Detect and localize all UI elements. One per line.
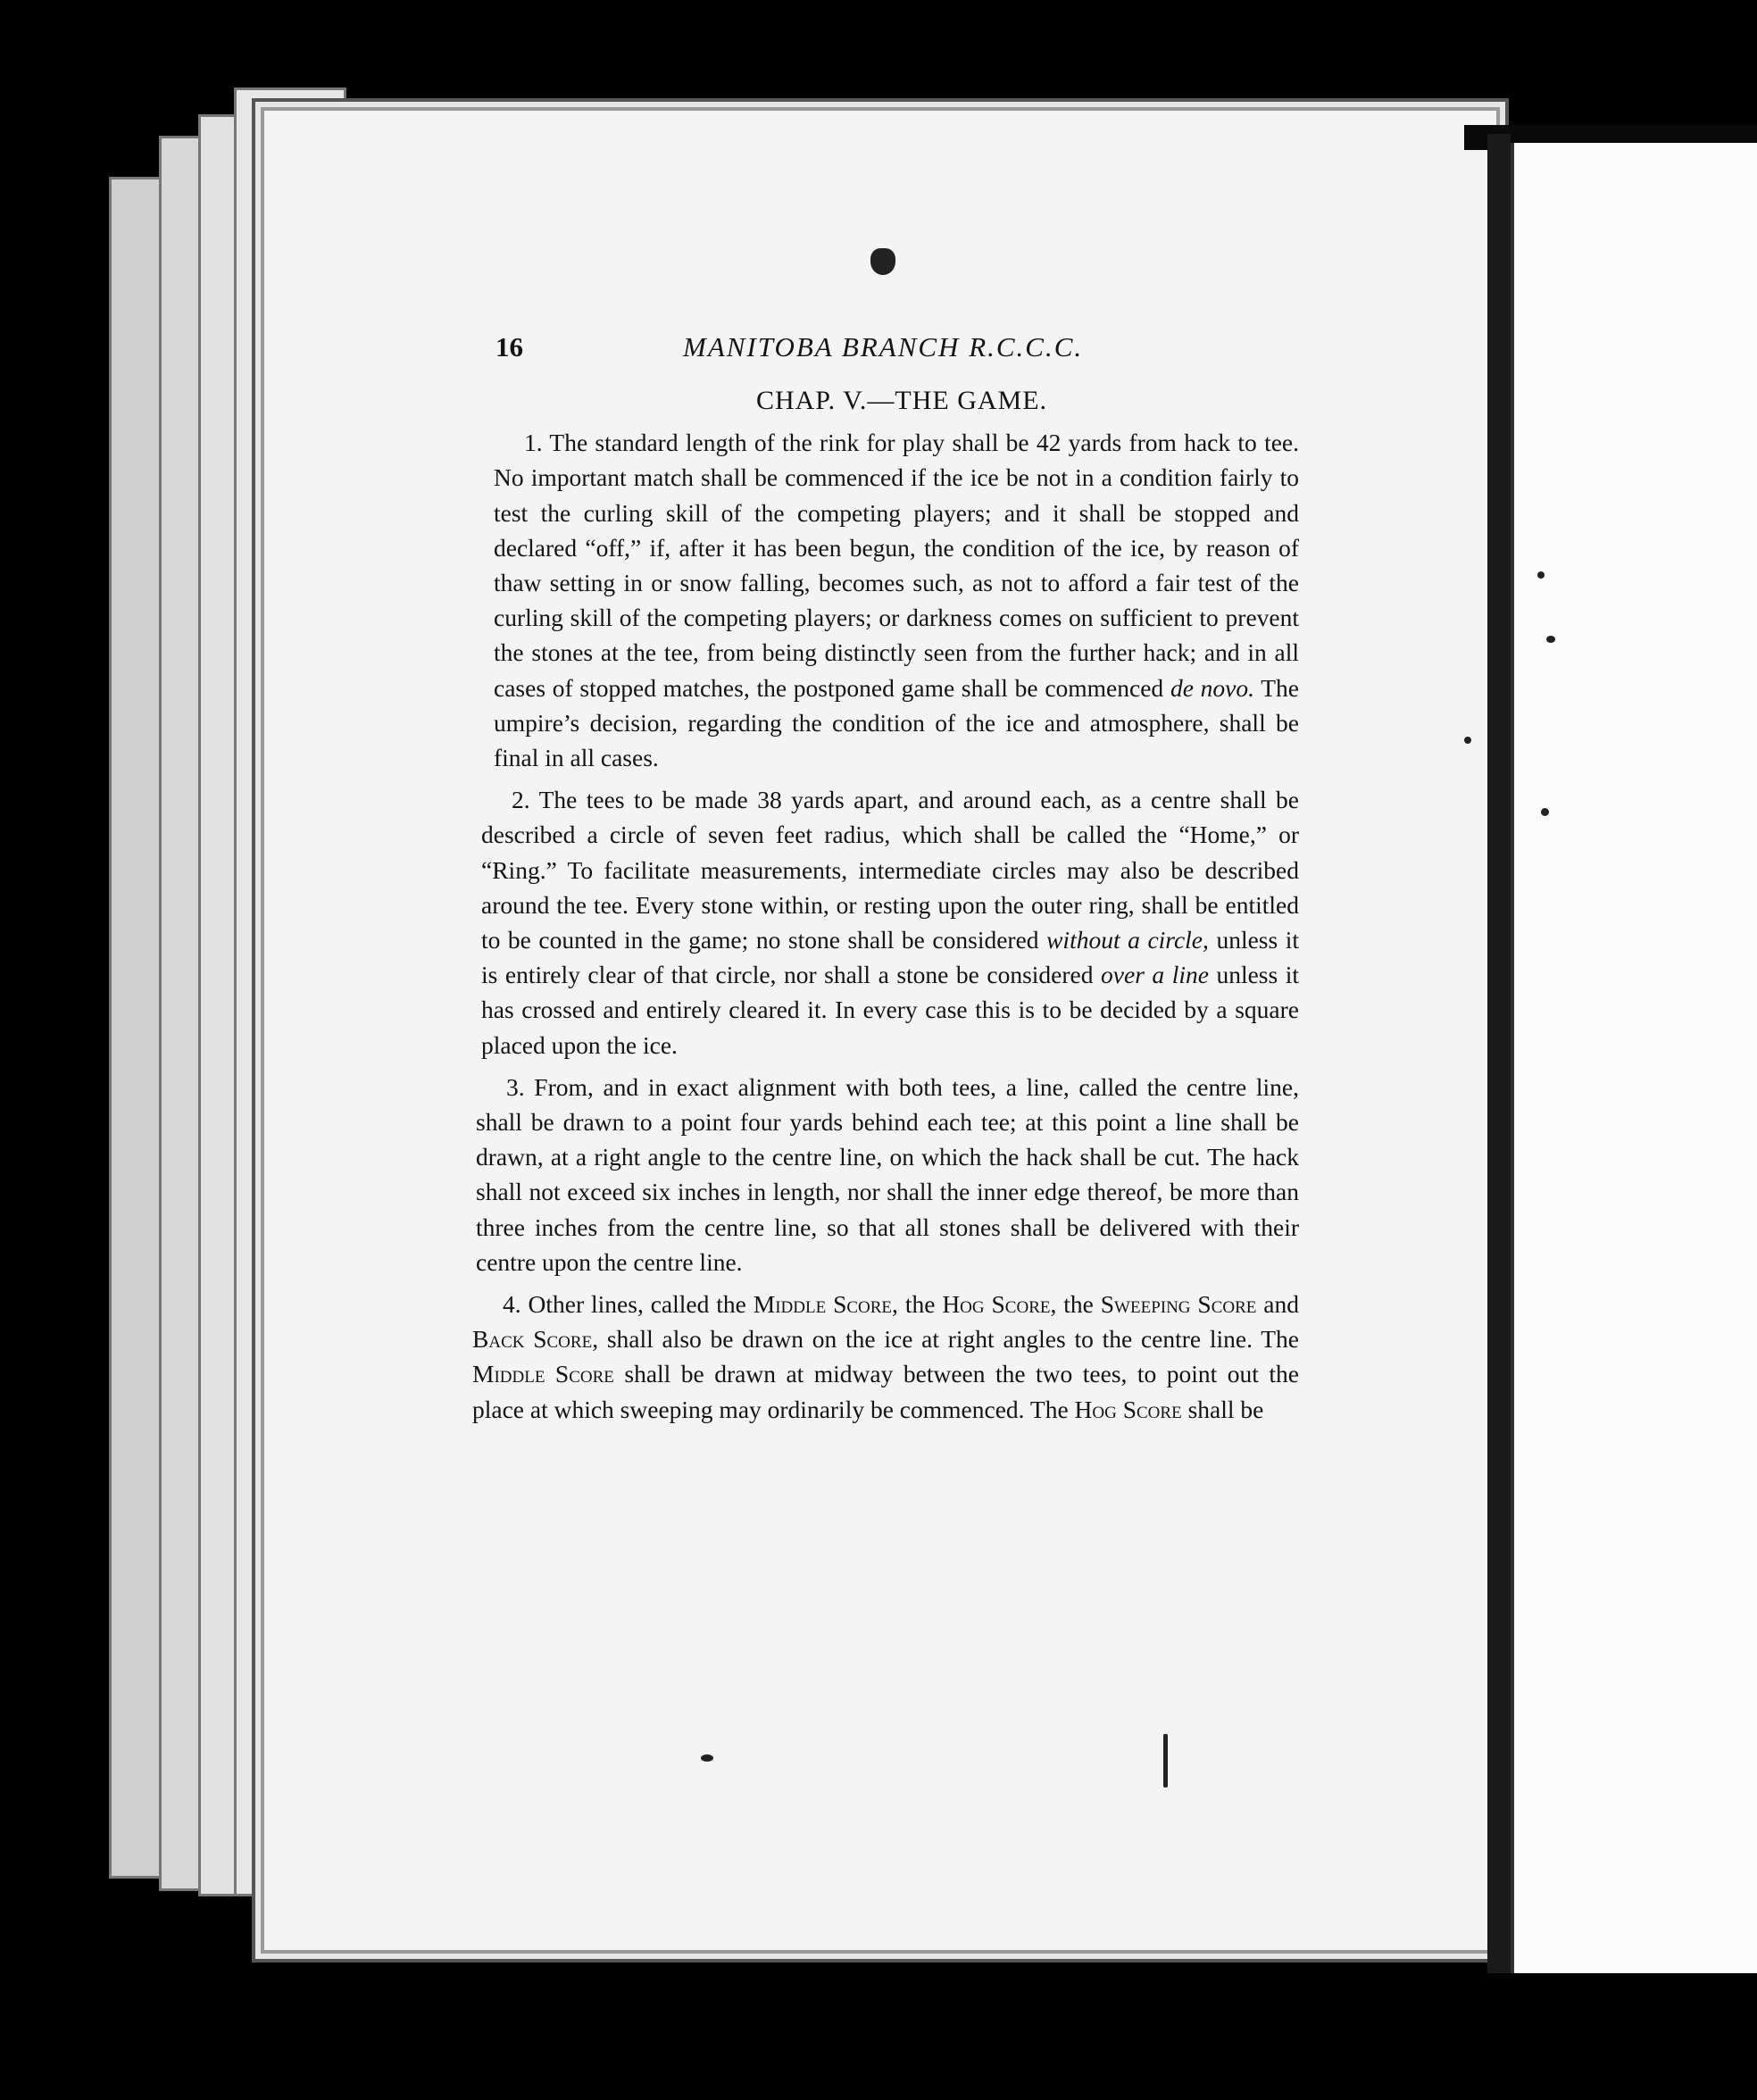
ink-speck bbox=[1541, 808, 1549, 816]
paragraph-4-text-b: , the bbox=[892, 1290, 943, 1319]
paragraph-1-text-b: The umpire’s decision, regarding the condition of the ice and atmosphere, shall be final in all cases. bbox=[494, 673, 1299, 772]
term-hog-score: Hog Score bbox=[942, 1290, 1051, 1319]
paragraph-2-italic-1: without a circle, bbox=[1046, 926, 1209, 954]
paragraph-2-italic-2: over a line bbox=[1101, 961, 1209, 989]
ink-speck bbox=[1546, 636, 1555, 643]
ink-speck bbox=[1537, 571, 1545, 579]
paragraph-4-text-e: , shall also be drawn on the ice at right angles to the centre line. The bbox=[592, 1325, 1299, 1354]
paragraph-4-text-a: 4. Other lines, called the bbox=[503, 1290, 754, 1319]
chapter-title: CHAP. V.—THE GAME. bbox=[755, 386, 1048, 415]
page-header bbox=[469, 317, 1299, 371]
paragraph-2-text-c: unless it has crossed and entirely cleared it. In every case this is to be decided by a square placed upon the ice. bbox=[481, 961, 1300, 1059]
facing-page bbox=[1511, 143, 1757, 1973]
term-sweeping-score: Sweeping Score bbox=[1100, 1290, 1257, 1319]
paragraph-3: 3. From, and in exact alignment with both tees, a line, called the centre line, shall be drawn to a point four yards behind each tee; at this point a line shall be drawn, at a right angle to the centre line, on which the hack shall be cut. The hack shall not exceed six inches in length, nor shall the inner edge thereof, be more than three inches from the centre line, so that all stones shall be delivered with their centre upon the centre line. bbox=[476, 1072, 1299, 1276]
paragraph-4-text-g: shall be bbox=[1181, 1395, 1264, 1423]
running-title: MANITOBA BRANCH R.C.C.C. bbox=[683, 331, 1084, 362]
paragraph-4-text-f: shall be drawn at midway between the two tees, to point out the place at which sweeping may ordinarily be commenced. The bbox=[472, 1360, 1299, 1423]
paragraph-1-italic: de novo. bbox=[1170, 673, 1254, 702]
paragraph-4-text-c: , the bbox=[1050, 1290, 1101, 1319]
term-middle-score: Middle Score bbox=[753, 1290, 893, 1319]
page-number: 16 bbox=[495, 331, 523, 362]
paragraph-2 bbox=[481, 782, 1299, 1062]
book-gutter bbox=[1487, 134, 1511, 1973]
term-hog-score-2: Hog Score bbox=[1074, 1395, 1182, 1423]
paragraph-2-text-a: 2. The tees to be made 38 yards apart, and around each, as a centre shall be described a circle of seven feet radius, which shall be called the “Home,” or “Ring.” To facilitate measurements, intermediate circles may also be described around the tee. Every stone within, or resting upon the outer ring, shall be entitled to be counted in the game; no stone shall be considered bbox=[481, 786, 1299, 954]
paragraph-4-text-d: and bbox=[1256, 1290, 1299, 1319]
ink-speck bbox=[1464, 737, 1471, 744]
paragraph-1-text-a: 1. The standard length of the rink for play shall be 42 yards from hack to tee. No important match shall be commenced if the ice be not in a condition fairly to test the curling skill of the competing players; and it shall be stopped and declared “off,” if, after it has been begun, the condition of the ice, by reason of thaw setting in or snow falling, becomes such, as not to afford a fair test of the curling skill of the competing players; or darkness comes on sufficient to prevent the stones at the tee, from being distinctly seen from the further hack; and in all cases of stopped matches, the postponed game shall be commenced bbox=[494, 429, 1299, 702]
page-text-block bbox=[469, 317, 1299, 1434]
ink-speck bbox=[870, 248, 895, 275]
term-middle-score-2: Middle Score bbox=[472, 1360, 614, 1388]
paragraph-1 bbox=[494, 425, 1299, 775]
paragraph-4 bbox=[472, 1287, 1299, 1427]
paragraph-2-text-b: unless it is entirely clear of that circle, nor shall a stone be considered bbox=[481, 926, 1300, 989]
term-back-score: Back Score bbox=[472, 1325, 593, 1354]
ink-speck bbox=[1163, 1734, 1168, 1788]
ink-speck bbox=[701, 1754, 713, 1762]
